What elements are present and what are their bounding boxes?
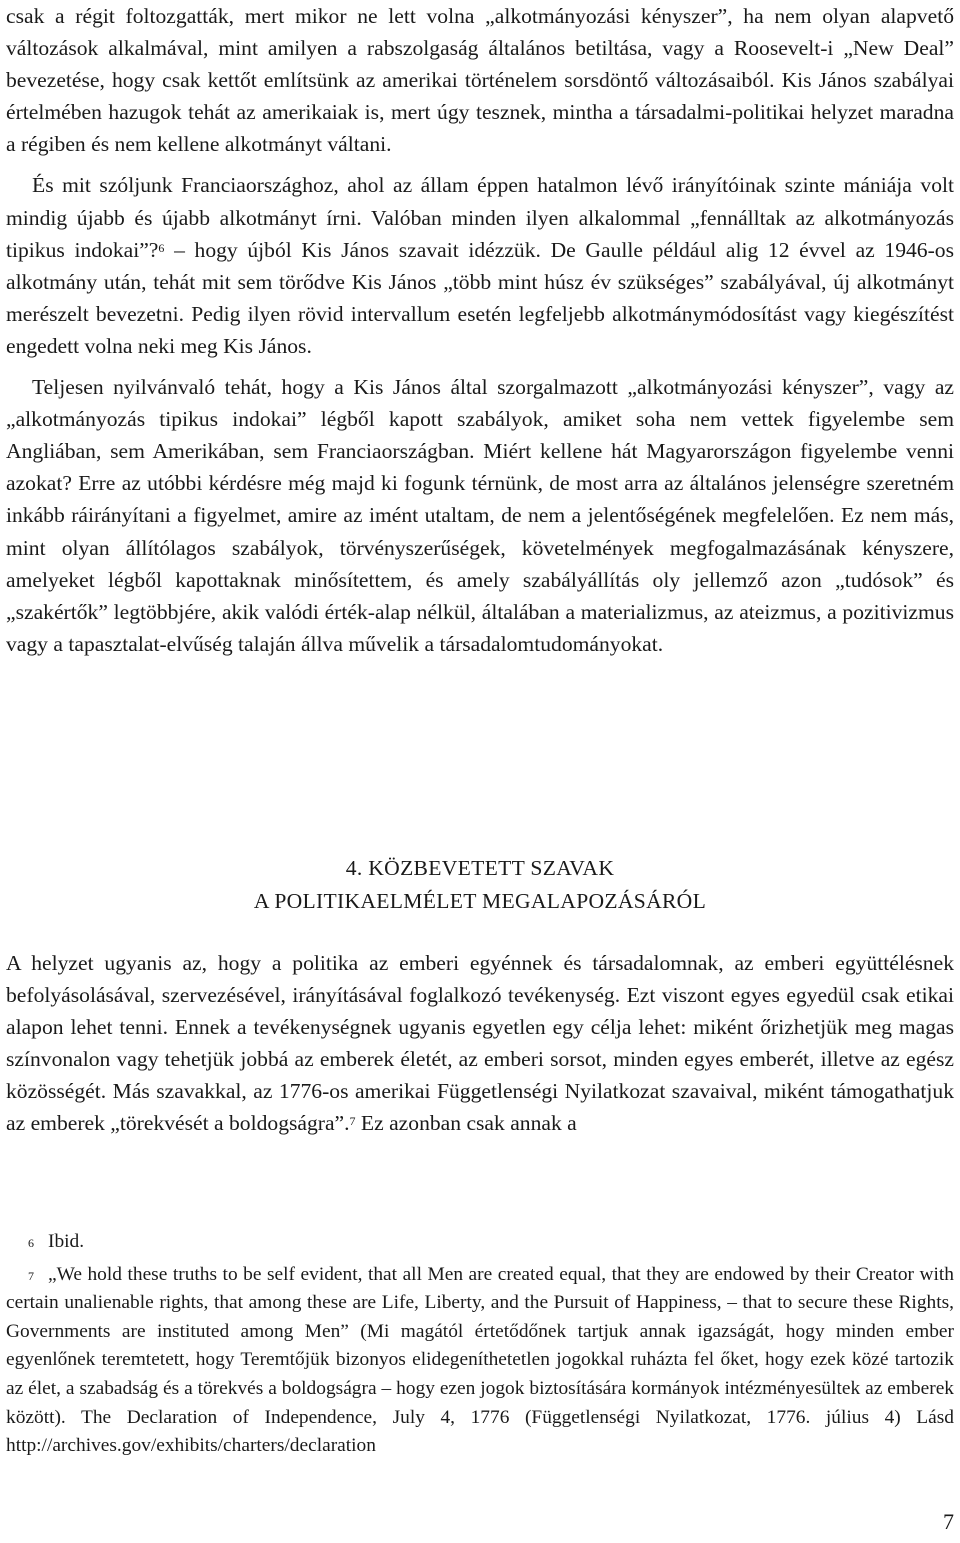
- footnote-6: [6, 1228, 954, 1257]
- paragraph-2-text-b: – hogy újból Kis János szavait idézzük. De Gaulle például alig 12 évvel az 1946-os alkotmány után, tehát mit sem törődve Kis János „több mint húsz év szükséges” szabályával, új alkotmányt merészelt bevezetni. Pedig ilyen rövid intervallum esetén legfeljebb alkotmánymódosítást vagy kiegészítést engedett volna neki meg Kis János.: [6, 237, 954, 358]
- footnotes: [6, 1228, 954, 1461]
- section-heading: [6, 852, 954, 918]
- body-text-section-2: [6, 947, 954, 1140]
- footnote-ref-7[interactable]: 7: [349, 1114, 356, 1129]
- paragraph-4: [6, 947, 954, 1140]
- body-text-section-1: [6, 0, 954, 660]
- section-heading-line-1: 4. KÖZBEVETETT SZAVAK: [345, 856, 615, 880]
- paragraph-4-text-b: Ez azonban csak annak a: [355, 1111, 577, 1136]
- footnote-number: 7: [28, 1268, 34, 1283]
- footnote-text: Ibid.: [48, 1231, 85, 1252]
- paragraph-2: [6, 169, 954, 362]
- footnote-text: „We hold these truths to be self evident, that all Men are created equal, that they are endowed by their Creator with certain unalienable rights, that among these are Life, Liberty, and the Pursuit of Happiness, – that to secure these Rights, Governments are instituted among Men” (Mi magától értetődőnek tartjuk annak igazságát, hogy minden ember egyenlőnek teremtetett, hogy Teremtőjük bizonyos elidegeníthetetlen jogokkal ruházta fel őket, hogy ezek közé tartozik az élet, a szabadság és a törekvés a boldogságra – hogy ezen jogok biztosítására kormányok intézményesültek az emberek között). The Declaration of Independence, July 4, 1776 (Függetlenségi Nyilatkozat, 1776. július 4) Lásd http://archives.gov/exhibits/charters/declaration: [6, 1263, 954, 1457]
- paragraph-1: csak a régit foltozgatták, mert mikor ne lett volna „alkotmányozási kényszer”, ha nem olyan alapvető változások alkalmával, mint amilyen a rabszolgaság általános betiltása, vagy a Roosevelt-i „New Deal” bevezetése, hogy csak kettőt említsünk az amerikai történelem sorsdöntő változásaiból. Kis János szabályai értelmében hazugok tehát az amerikaiak is, mert úgy tesznek, mintha a társadalmi-politikai helyzet maradna a régiben és nem kellene alkotmányt váltani.: [6, 4, 954, 157]
- page-number: 7: [943, 1509, 954, 1534]
- paragraph-2-text-a: És mit szóljunk Franciaországhoz, ahol az állam éppen hatalmon lévő irányítóinak szinte mániája volt mindig újabb és újabb alkotmányt írni. Valóban minden ilyen alkalommal „fennálltak az alkotmányozás tipikus indokai”?: [6, 173, 954, 262]
- paragraph-4-text-a: A helyzet ugyanis az, hogy a politika az emberi egyénnek és társadalomnak, az emberi együttélésnek befolyásolásával, szervezésével, irányításával foglalkozó tevékenység. Ezt viszont egyes egyedül csak etikai alapon lehet tenni. Ennek a tevékenységnek ugyanis egyetlen egy célja lehet: miként őrizhetjük meg magas színvonalon vagy tehetjük jobbá az emberek életét, az emberi sorsot, minden egyes emberét, illetve az egész közösségét. Más szavakkal, az 1776-os amerikai Függetlenségi Nyilatkozat szavaival, miként támogathatjuk az emberek „törekvését a boldogságra”.: [6, 951, 954, 1136]
- footnote-7: [6, 1261, 954, 1461]
- footnote-number: 6: [28, 1236, 34, 1250]
- footnote-ref-6[interactable]: 6: [158, 240, 165, 255]
- document-page: [6, 0, 954, 1534]
- section-heading-line-2: A POLITIKAELMÉLET MEGALAPOZÁSÁRÓL: [253, 889, 707, 913]
- paragraph-3: Teljesen nyilvánvaló tehát, hogy a Kis János által szorgalmazott „alkotmányozási kényszer”, vagy az „alkotmányozás tipikus indokai” légből kapott szabályok, amiket soha nem vettek figyelembe sem Angliában, sem Amerikában, sem Franciaországban. Miért kellene hát Magyarországon figyelembe venni azokat? Erre az utóbbi kérdésre még majd ki fogunk térnünk, de most arra az általános jelenségre szeretném inkább ráirányítani a figyelmet, amire az imént utaltam, de nem a jelentőségének megfelelően. Ez nem más, mint olyan állítólagos szabályok, törvényszerűségek, követelmények megfogalmazásának kényszere, amelyeket légből kapottaknak minősítettem, és amely szabályállítás oly jellemző azon „tudósok” és „szakértők” legtöbbjére, akik valódi érték-alap nélkül, általában a materializmus, az ateizmus, a pozitivizmus vagy a tapasztalat-elvűség talaján állva művelik a társadalomtudományokat.: [6, 375, 954, 656]
